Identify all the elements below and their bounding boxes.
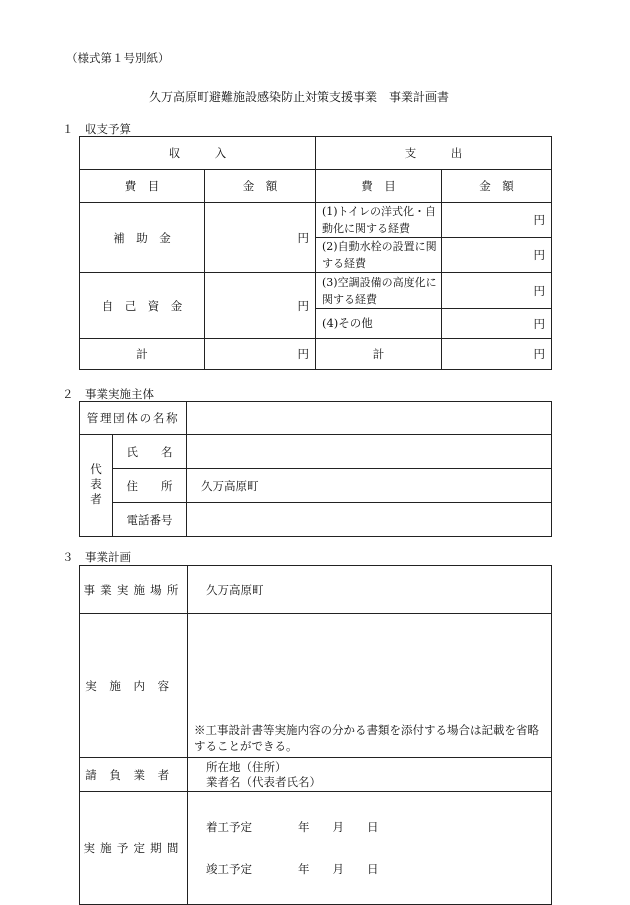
plan-table	[79, 565, 552, 905]
content-label: 実施内容	[80, 614, 188, 758]
income-item-subsidy: 補 助 金	[80, 203, 205, 273]
expense-total-label: 計	[316, 339, 442, 370]
expense-item-toilet: (1)トイレの洋式化・自動化に関する経費	[316, 203, 442, 238]
contractor-label: 請負業者	[80, 758, 188, 792]
expense-amount-header: 金 額	[442, 170, 552, 203]
org-name-label: 管理団体の名称	[80, 402, 187, 435]
period-label: 実施予定期間	[80, 792, 188, 905]
form-label: （様式第１号別紙）	[66, 51, 170, 65]
expense-header: 支 出	[316, 137, 552, 170]
period-end: 竣工予定 年 月 日	[206, 862, 379, 876]
address-value[interactable]: 久万高原町	[187, 469, 552, 503]
contractor-address: 所在地（住所）	[206, 759, 287, 774]
expense-amount-faucet[interactable]: 円	[442, 238, 552, 273]
content-value[interactable]	[188, 614, 552, 758]
expense-item-faucet: (2)自動水栓の設置に関する経費	[316, 238, 442, 273]
expense-total-amount[interactable]: 円	[442, 339, 552, 370]
income-total-amount[interactable]: 円	[205, 339, 316, 370]
content-note: ※工事設計書等実施内容の分かる書類を添付する場合は記載を省略することができる。	[194, 723, 539, 753]
contractor-value[interactable]	[188, 758, 552, 792]
location-value[interactable]: 久万高原町	[188, 566, 552, 614]
section3-heading: ３ 事業計画	[62, 550, 131, 564]
expense-item-other: (4)その他	[316, 309, 442, 339]
section2-heading: ２ 事業実施主体	[62, 387, 154, 401]
section1-heading: １ 収支予算	[62, 122, 131, 136]
name-label: 氏 名	[113, 435, 187, 469]
expense-amount-toilet[interactable]: 円	[442, 203, 552, 238]
expense-item-header: 費 目	[316, 170, 442, 203]
income-header: 収 入	[80, 137, 316, 170]
period-start: 着工予定 年 月 日	[206, 820, 379, 834]
representative-label: 代表者	[80, 435, 113, 537]
budget-table	[79, 136, 552, 370]
org-name-value[interactable]	[187, 402, 552, 435]
phone-label: 電話番号	[113, 503, 187, 537]
expense-amount-aircon[interactable]: 円	[442, 273, 552, 309]
income-item-own-funds: 自 己 資 金	[80, 273, 205, 339]
entity-table	[79, 401, 552, 537]
income-total-label: 計	[80, 339, 205, 370]
income-amount-own-funds[interactable]: 円	[205, 273, 316, 339]
address-label: 住 所	[113, 469, 187, 503]
phone-value[interactable]	[187, 503, 552, 537]
location-label: 事業実施場所	[80, 566, 188, 614]
income-amount-subsidy[interactable]: 円	[205, 203, 316, 273]
name-value[interactable]	[187, 435, 552, 469]
expense-amount-other[interactable]: 円	[442, 309, 552, 339]
income-amount-header: 金 額	[205, 170, 316, 203]
expense-item-aircon: (3)空調設備の高度化に関する経費	[316, 273, 442, 309]
page-title: 久万高原町避難施設感染防止対策支援事業 事業計画書	[149, 90, 450, 104]
period-value[interactable]	[188, 792, 552, 905]
contractor-name: 業者名（代表者氏名）	[206, 774, 321, 789]
income-item-header: 費 目	[80, 170, 205, 203]
